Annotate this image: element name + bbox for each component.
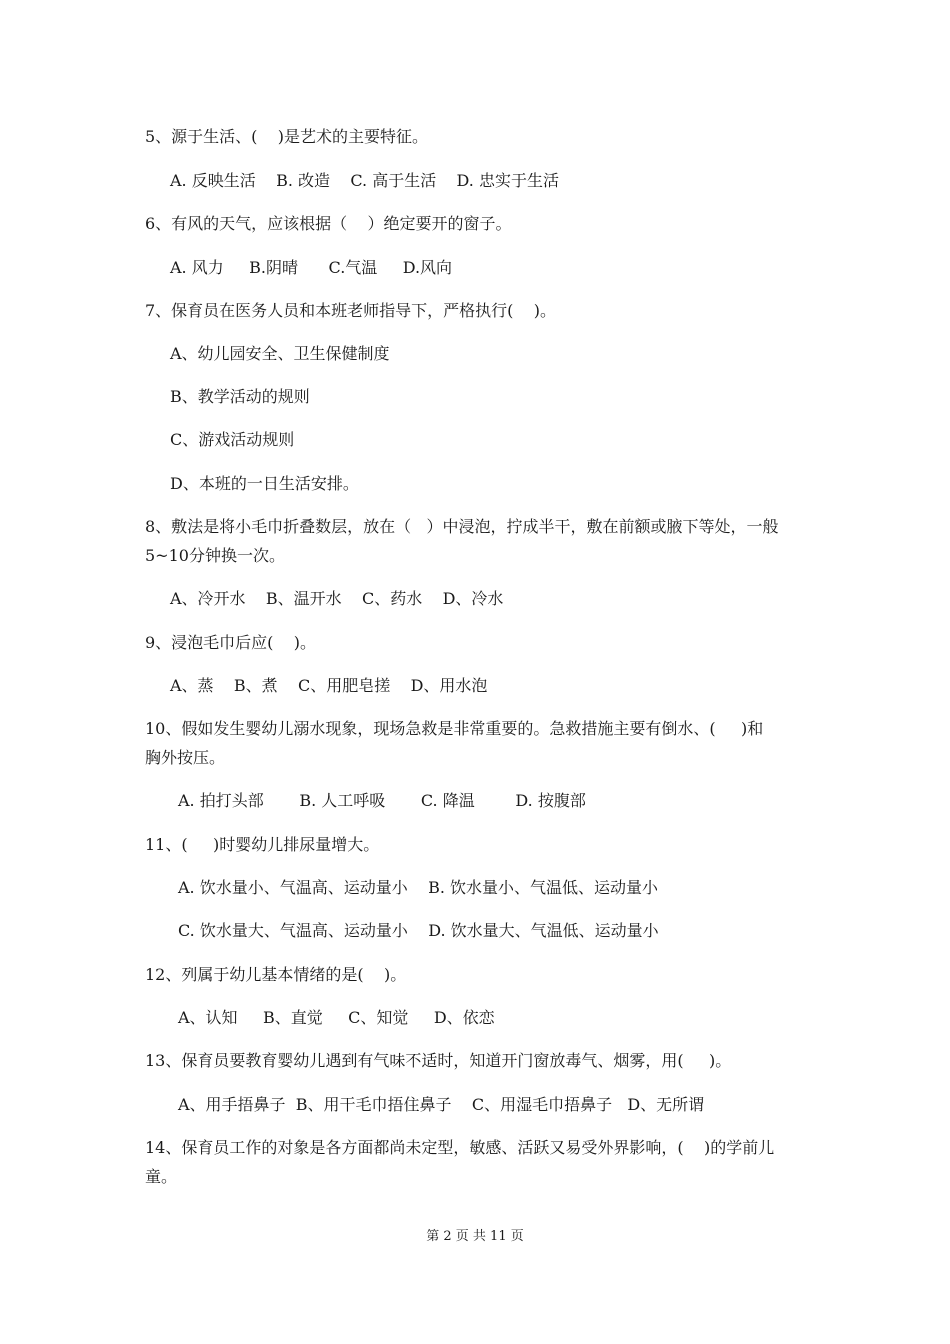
question-7-option-a: A、幼儿园安全、卫生保健制度 <box>170 344 390 363</box>
question-12-stem: 12、列属于幼儿基本情绪的是( )。 <box>145 965 407 984</box>
question-7-option-d: D、本班的一日生活安排。 <box>170 474 359 493</box>
question-11-stem: 11、( )时婴幼儿排尿量增大。 <box>145 835 380 854</box>
question-7-option-b: B、教学活动的规则 <box>170 387 310 406</box>
question-14-stem-line-2: 童。 <box>145 1167 178 1186</box>
question-12-options: A、认知 B、直觉 C、知觉 D、依恋 <box>178 1008 495 1027</box>
question-5-stem: 5、源于生活、( )是艺术的主要特征。 <box>145 127 429 146</box>
question-8-stem-line-1: 8、敷法是将小毛巾折叠数层，放在（ ）中浸泡，拧成半干，敷在前额或腋下等处，一般 <box>145 517 779 536</box>
question-13-stem: 13、保育员要教育婴幼儿遇到有气味不适时，知道开门窗放毒气、烟雾，用( )。 <box>145 1051 732 1070</box>
page-footer: 第 2 页 共 11 页 <box>426 1229 524 1244</box>
question-14-stem-line-1: 14、保育员工作的对象是各方面都尚未定型，敏感、活跃又易受外界影响，( )的学前儿 <box>145 1138 775 1157</box>
question-5-options: A. 反映生活 B. 改造 C. 高于生活 D. 忠实于生活 <box>170 171 559 190</box>
question-9-options: A、蒸 B、煮 C、用肥皂搓 D、用水泡 <box>170 676 488 695</box>
question-10-stem-line-1: 10、假如发生婴幼儿溺水现象，现场急救是非常重要的。急救措施主要有倒水、( )和 <box>145 719 764 738</box>
question-11-options-line-2: C. 饮水量大、气温高、运动量小 D. 饮水量大、气温低、运动量小 <box>178 921 659 940</box>
question-9-stem: 9、浸泡毛巾后应( )。 <box>145 633 317 652</box>
question-7-stem: 7、保育员在医务人员和本班老师指导下，严格执行( )。 <box>145 301 557 320</box>
question-6-stem: 6、有风的天气，应该根据（ ）绝定要开的窗子。 <box>145 214 512 233</box>
question-8-stem-line-2: 5~10分钟换一次。 <box>145 546 285 565</box>
question-10-stem-line-2: 胸外按压。 <box>145 748 226 767</box>
question-7-option-c: C、游戏活动规则 <box>170 430 295 449</box>
question-8-options: A、冷开水 B、温开水 C、药水 D、冷水 <box>170 589 504 608</box>
question-6-options: A. 风力 B.阴晴 C.气温 D.风向 <box>170 258 453 277</box>
question-11-options-line-1: A. 饮水量小、气温高、运动量小 B. 饮水量小、气温低、运动量小 <box>178 878 659 897</box>
question-10-options: A. 拍打头部 B. 人工呼吸 C. 降温 D. 按腹部 <box>178 791 586 810</box>
question-13-options: A、用手捂鼻子 B、用干毛巾捂住鼻子 C、用湿毛巾捂鼻子 D、无所谓 <box>178 1095 705 1114</box>
